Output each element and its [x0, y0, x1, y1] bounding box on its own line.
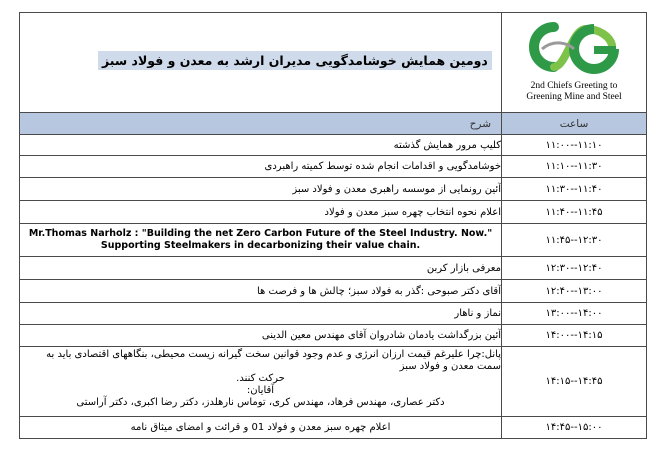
row-description: اعلام نحوه انتخاب چهره سبز معدن و فولاد — [20, 201, 502, 224]
row-description: نماز و ناهار — [20, 303, 502, 325]
schedule-table — [19, 12, 647, 439]
row-description-line: دکتر عصاری، مهندس فرهاد، مهندس کری، توماس نارهلدز، دکتر رضا اکبری، دکتر آراستی — [76, 397, 445, 408]
description-column-header: شرح — [20, 113, 502, 135]
table-row — [20, 303, 647, 325]
row-description: کلیپ مرور همایش گذشته — [20, 135, 502, 156]
table-row — [20, 325, 647, 347]
row-description: آقای دکتر صبوحی :گذر به فولاد سبز؛ چالش ها و فرصت ها — [20, 280, 502, 303]
row-time: ۱۲:۴۰--۱۲:۳۰ — [502, 257, 647, 280]
page-title: دومین همایش خوشامدگویی مدیران ارشد به معدن و فولاد سبز — [98, 51, 492, 70]
row-description: آئین بزرگداشت یادمان شادروان آقای مهندس معین الدینی — [20, 325, 502, 347]
row-description-line: آقایان: — [246, 385, 275, 396]
logo-caption-line-2: Greening Mine and Steel — [526, 92, 622, 102]
table-row — [20, 257, 647, 280]
row-time: ۱۳:۰۰--۱۲:۴۰ — [502, 280, 647, 303]
row-description: خوشامدگویی و اقدامات انجام شده توسط کمیته راهبردی — [20, 156, 502, 178]
row-description — [20, 224, 502, 257]
table-row — [20, 417, 647, 439]
table-row — [20, 280, 647, 303]
logo-caption-line-1: 2nd Chiefs Greeting to — [530, 81, 618, 91]
row-time: ۱۴:۴۵--۱۴:۱۵ — [502, 347, 647, 417]
row-description-line: پانل:چرا علیرغم قیمت ارزان انرژی و عدم وجود قوانین سخت گیرانه زیست محیطی، بنگاههای اقتصادی باید به سمت معدن و فولاد سبز — [46, 349, 501, 372]
row-description-line: Mr.Thomas Narholz : "Building the net Zero Carbon Future of the Steel Industry. Now." — [28, 228, 493, 239]
row-time: ۱۱:۱۰--۱۱:۰۰ — [502, 135, 647, 156]
row-description: اعلام چهره سبز معدن و فولاد 01 و قرائت و امضای میثاق نامه — [20, 417, 502, 439]
table-row — [20, 135, 647, 156]
row-time: ۱۴:۱۵--۱۴:۰۰ — [502, 325, 647, 347]
row-time: ۱۲:۳۰--۱۱:۴۵ — [502, 224, 647, 257]
row-description: آئین رونمایی از موسسه راهبری معدن و فولاد سبز — [20, 178, 502, 201]
table-row — [20, 224, 647, 257]
row-time: ۱۱:۳۰--۱۱:۱۰ — [502, 156, 647, 178]
row-description — [20, 347, 502, 417]
table-row — [20, 156, 647, 178]
row-time: ۱۱:۴۰--۱۱:۳۰ — [502, 178, 647, 201]
title-cell — [20, 13, 502, 113]
column-header-row — [20, 113, 647, 135]
table-row — [20, 347, 647, 417]
row-description-line: حرکت کنند. — [236, 373, 285, 384]
time-column-header: ساعت — [502, 113, 647, 135]
row-time: ۱۴:۰۰--۱۳:۰۰ — [502, 303, 647, 325]
green-steel-logo-icon — [524, 19, 624, 77]
table-row — [20, 201, 647, 224]
row-description: معرفی بازار کربن — [20, 257, 502, 280]
row-description-line: Supporting Steelmakers in decarbonizing their value chain. — [100, 240, 421, 251]
row-time: ۱۱:۴۵--۱۱:۴۰ — [502, 201, 647, 224]
table-row — [20, 178, 647, 201]
header-row — [20, 13, 647, 113]
logo-cell — [502, 13, 647, 113]
row-time: ۱۵:۰۰--۱۴:۴۵ — [502, 417, 647, 439]
logo-caption — [502, 81, 646, 103]
